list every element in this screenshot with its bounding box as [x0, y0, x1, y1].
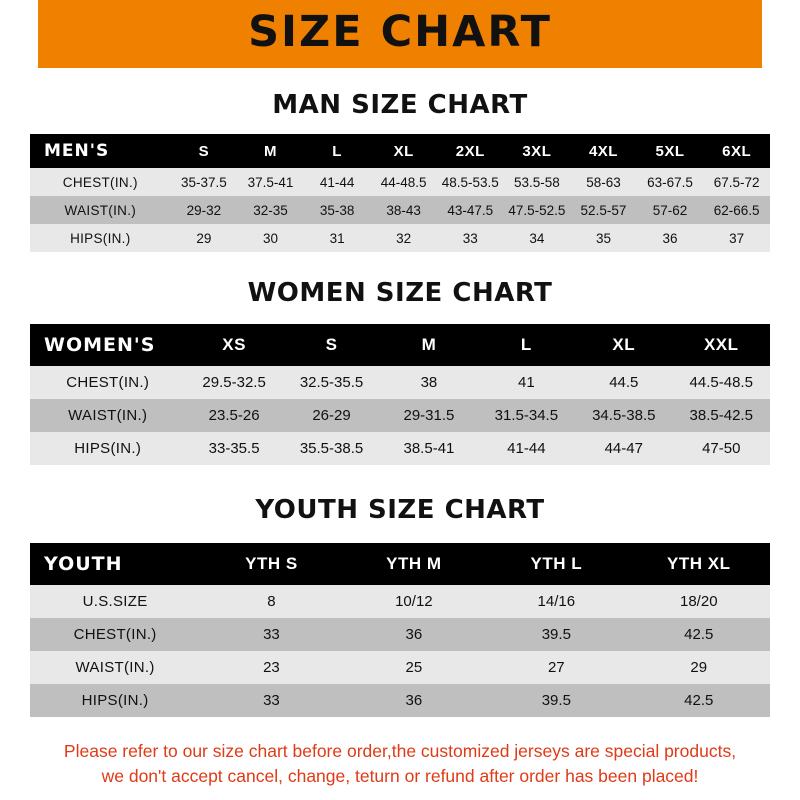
table-cell: 53.5-58 — [513, 174, 560, 190]
table-cell: 36 — [405, 692, 423, 709]
table-header-size: 5XL — [655, 142, 685, 160]
table-cell: 38-43 — [386, 202, 421, 218]
table-cell: 42.5 — [684, 692, 714, 709]
table-header-size: XS — [222, 335, 246, 354]
table-cell: 44-47 — [604, 440, 643, 457]
table-header-row — [30, 134, 770, 168]
table-header-label: WOMEN'S — [44, 334, 156, 356]
man-table-header — [30, 134, 770, 168]
table-cell: 14/16 — [537, 593, 576, 610]
table-row-label: CHEST(IN.) — [66, 374, 150, 391]
table-header-size: YTH M — [386, 554, 442, 573]
table-cell: 26-29 — [312, 407, 351, 424]
table-row-label: CHEST(IN.) — [73, 626, 157, 643]
table-cell: 36 — [405, 626, 423, 643]
table-row — [30, 432, 770, 465]
table-cell: 23 — [263, 659, 280, 676]
table-cell: 31 — [329, 230, 345, 246]
table-cell: 33-35.5 — [208, 440, 260, 457]
table-header-size: 3XL — [522, 142, 552, 160]
table-row-label: CHEST(IN.) — [62, 174, 138, 190]
table-cell: 25 — [405, 659, 423, 676]
youth-table-header — [30, 543, 770, 585]
table-row-label: HIPS(IN.) — [70, 230, 131, 246]
table-row — [30, 684, 770, 717]
table-row — [30, 585, 770, 618]
table-cell: 35-37.5 — [180, 174, 227, 190]
table-header-size: S — [325, 335, 338, 354]
table-cell: 47-50 — [702, 440, 741, 457]
section-title-women: WOMEN SIZE CHART — [247, 278, 553, 308]
table-row-label: WAIST(IN.) — [68, 407, 148, 424]
table-row — [30, 651, 770, 684]
table-header-row — [30, 543, 770, 585]
table-cell: 41-44 — [507, 440, 546, 457]
table-cell: 33 — [462, 230, 478, 246]
table-header-size: XXL — [703, 335, 739, 354]
table-row — [30, 224, 770, 252]
table-cell: 42.5 — [684, 626, 714, 643]
table-cell: 29 — [196, 230, 212, 246]
table-cell: 44-48.5 — [380, 174, 427, 190]
table-cell: 27 — [547, 659, 565, 676]
man-size-table — [30, 134, 770, 252]
footer-note-line-2: we don't accept cancel, change, teturn or refund after order has been placed! — [101, 766, 699, 787]
table-header-size: M — [421, 335, 437, 354]
table-cell: 23.5-26 — [208, 407, 260, 424]
section-title-man: MAN SIZE CHART — [272, 90, 528, 120]
table-cell: 37 — [729, 230, 745, 246]
table-cell: 43-47.5 — [447, 202, 494, 218]
table-cell: 32 — [396, 230, 412, 246]
header-banner — [0, 0, 800, 68]
table-row-label: WAIST(IN.) — [64, 202, 137, 218]
youth-table-body — [30, 585, 770, 717]
section-title-youth: YOUTH SIZE CHART — [255, 495, 545, 525]
table-cell: 57-62 — [652, 202, 688, 218]
table-cell: 39.5 — [541, 626, 571, 643]
page-title: SIZE CHART — [248, 6, 552, 57]
table-cell: 34 — [529, 230, 545, 246]
table-cell: 30 — [262, 230, 278, 246]
youth-table-wrap — [0, 543, 800, 717]
table-row — [30, 168, 770, 196]
table-row — [30, 399, 770, 432]
table-cell: 38.5-41 — [403, 440, 455, 457]
table-header-size: 4XL — [588, 142, 618, 160]
table-cell: 18/20 — [680, 593, 718, 610]
table-cell: 34.5-38.5 — [592, 407, 656, 424]
table-header-size: 6XL — [722, 142, 752, 160]
table-cell: 8 — [267, 593, 276, 610]
table-row-label: WAIST(IN.) — [75, 659, 155, 676]
table-cell: 35.5-38.5 — [299, 440, 364, 457]
table-row-label: HIPS(IN.) — [74, 440, 142, 457]
footer-note-line-1: Please refer to our size chart before order,the customized jerseys are special products, — [63, 741, 737, 761]
table-cell: 29.5-32.5 — [202, 374, 266, 391]
table-header-size: S — [198, 142, 210, 160]
table-header-size: 2XL — [455, 142, 485, 160]
footer-note — [0, 739, 800, 790]
table-row-label: U.S.SIZE — [82, 593, 148, 610]
table-cell: 31.5-34.5 — [494, 407, 559, 424]
table-header-size: YTH S — [245, 554, 298, 573]
table-header-size: YTH L — [530, 554, 583, 573]
table-cell: 37.5-41 — [247, 174, 294, 190]
table-cell: 44.5 — [609, 374, 639, 391]
table-row — [30, 196, 770, 224]
table-cell: 33 — [263, 692, 280, 709]
table-cell: 29-32 — [186, 202, 222, 218]
table-cell: 41-44 — [319, 174, 355, 190]
table-cell: 38 — [420, 374, 438, 391]
table-cell: 32.5-35.5 — [299, 374, 364, 391]
table-header-label: MEN'S — [44, 141, 110, 161]
table-header-size: L — [332, 142, 342, 160]
table-cell: 38.5-42.5 — [689, 407, 753, 424]
table-cell: 63-67.5 — [647, 174, 693, 190]
table-cell: 33 — [263, 626, 280, 643]
table-header-size: XL — [612, 335, 636, 354]
table-cell: 35 — [595, 230, 611, 246]
man-table-body — [30, 168, 770, 252]
table-header-size: M — [263, 142, 277, 160]
women-table-wrap — [0, 324, 800, 465]
table-cell: 41 — [518, 374, 535, 391]
table-cell: 10/12 — [395, 593, 433, 610]
table-cell: 47.5-52.5 — [508, 202, 566, 218]
table-header-label: YOUTH — [44, 553, 123, 575]
table-row — [30, 366, 770, 399]
man-table-wrap — [0, 134, 800, 252]
women-size-table — [30, 324, 770, 465]
table-cell: 62-66.5 — [713, 202, 760, 218]
table-cell: 39.5 — [541, 692, 571, 709]
women-table-header — [30, 324, 770, 366]
table-header-size: YTH XL — [667, 554, 731, 573]
table-cell: 44.5-48.5 — [689, 374, 753, 391]
youth-size-table — [30, 543, 770, 717]
table-header-size: L — [520, 335, 532, 354]
table-cell: 32-35 — [253, 202, 288, 218]
table-cell: 52.5-57 — [580, 202, 627, 218]
women-table-body — [30, 366, 770, 465]
table-cell: 29-31.5 — [403, 407, 455, 424]
table-header-row — [30, 324, 770, 366]
table-row — [30, 618, 770, 651]
table-cell: 48.5-53.5 — [441, 174, 499, 190]
table-cell: 36 — [662, 230, 678, 246]
table-header-size: XL — [393, 142, 414, 160]
table-row-label: HIPS(IN.) — [81, 692, 149, 709]
table-cell: 35-38 — [319, 202, 355, 218]
table-cell: 29 — [690, 659, 708, 676]
table-cell: 67.5-72 — [713, 174, 760, 190]
table-cell: 58-63 — [586, 174, 621, 190]
